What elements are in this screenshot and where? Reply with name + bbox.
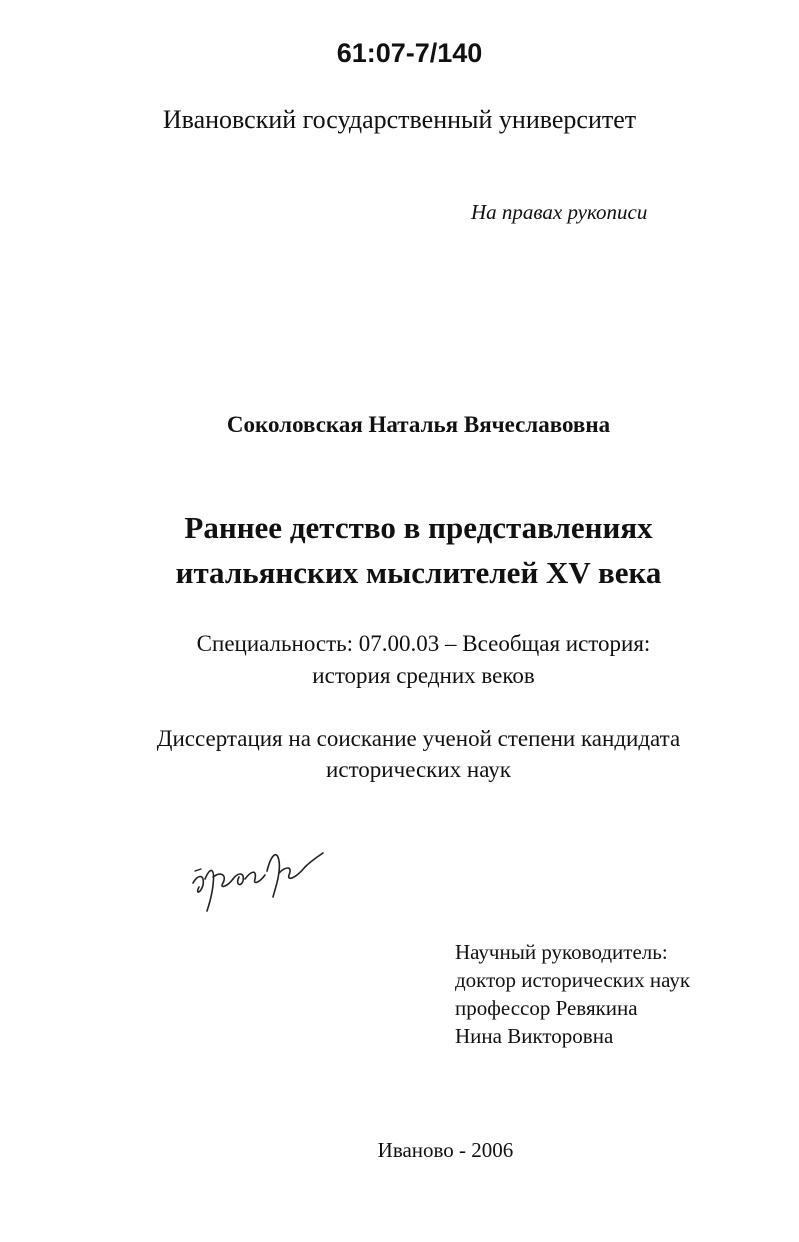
specialty-block [0,628,799,692]
dissertation-title [0,505,799,595]
catalog-number: 61:07-7/140 [336,38,483,68]
supervisor-block [455,938,690,1050]
supervisor-title-surname: профессор Ревякина [455,996,638,1020]
city-year: Иваново - 2006 [377,1138,514,1162]
specialty-line-2: история средних веков [312,663,535,688]
supervisor-degree: доктор исторических наук [455,968,691,992]
degree-line-2: исторических наук [326,757,511,782]
degree-line-1: Диссертация на соискание ученой степени кандидата [156,726,681,751]
title-line-1: Раннее детство в представлениях [184,510,653,545]
author-name: Соколовская Наталья Вячеславовна [226,412,611,437]
title-line-2: итальянских мыслителей XV века [175,555,662,590]
supervisor-given-names: Нина Викторовна [455,1024,614,1048]
degree-block [0,723,799,785]
handwritten-signature-icon [185,835,335,915]
manuscript-rights-note: На правах рукописи [471,200,648,224]
specialty-line-1: Специальность: 07.00.03 – Всеобщая история: [196,631,651,656]
university-name: Ивановский государственный университет [162,105,637,134]
supervisor-heading: Научный руководитель: [455,940,668,964]
